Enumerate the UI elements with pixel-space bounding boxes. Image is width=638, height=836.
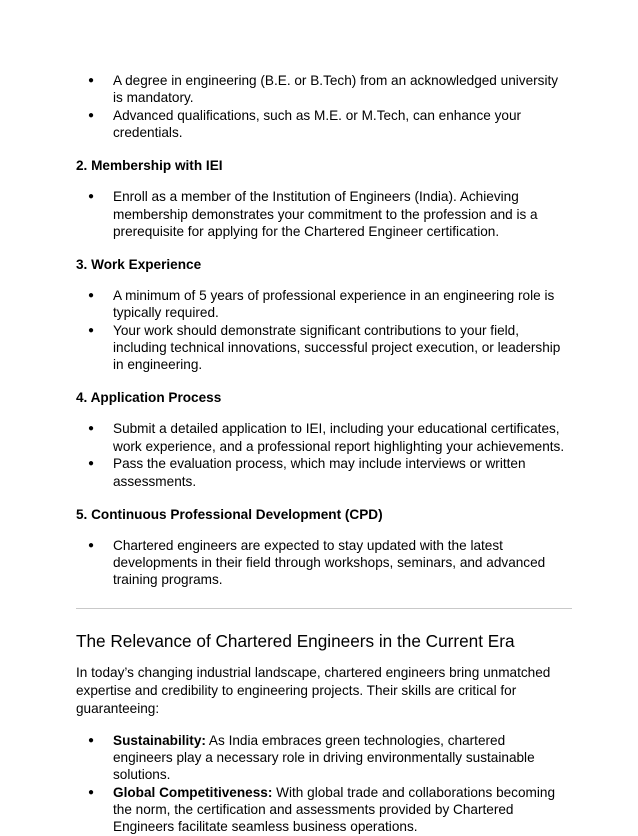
bullet: ● bbox=[88, 289, 95, 301]
bullet: ● bbox=[88, 734, 95, 746]
list-item: ● Sustainability: As India embraces green technologies, chartered engineers play a necessary role in driving environmentally sustainable solutions. bbox=[88, 732, 535, 783]
bullet: ● bbox=[88, 75, 95, 86]
relevance-intro: In today’s changing industrial landscape, chartered engineers bring unmatched expertise and credibility to engineering projects. Their skills are critical for guaranteeing: bbox=[76, 665, 551, 716]
bullet: ● bbox=[88, 423, 95, 435]
list-item: ● Submit a detailed application to IEI, including your educational certificates, work experience, and a professional report highlighting your achievements. bbox=[88, 421, 565, 454]
section-heading-application: 4. Application Process bbox=[76, 390, 222, 406]
application-list bbox=[76, 420, 566, 489]
document-content bbox=[76, 72, 566, 836]
list-item: ● Your work should demonstrate significant contributions to your field, including technical innovations, successful project execution, or leadership in engineering. bbox=[88, 322, 561, 373]
bullet: ● bbox=[88, 458, 95, 470]
bullet: ● bbox=[88, 109, 95, 121]
bullet: ● bbox=[88, 539, 95, 551]
item-term: Global Competitiveness: bbox=[113, 784, 273, 800]
relevance-list bbox=[76, 732, 566, 836]
list-item: ● Pass the evaluation process, which may include interviews or written assessments. bbox=[88, 456, 526, 489]
horizontal-divider bbox=[76, 608, 572, 609]
bullet: ● bbox=[88, 191, 95, 203]
work-experience-list bbox=[76, 287, 566, 374]
membership-list bbox=[76, 188, 566, 240]
section-heading-work-experience: 3. Work Experience bbox=[76, 256, 202, 272]
list-item: ● A degree in engineering (B.E. or B.Tech) from an acknowledged university is mandatory. bbox=[88, 73, 559, 106]
list-item: ● A minimum of 5 years of professional experience in an engineering role is typically required. bbox=[88, 287, 555, 321]
section-heading-cpd: 5. Continuous Professional Development (CPD) bbox=[76, 506, 383, 522]
list-item: ● Advanced qualifications, such as M.E. or M.Tech, can enhance your credentials. bbox=[88, 107, 522, 141]
bullet: ● bbox=[88, 786, 95, 798]
cpd-list bbox=[76, 537, 566, 589]
item-term: Sustainability: bbox=[113, 732, 206, 748]
list-item: ● Chartered engineers are expected to stay updated with the latest developments in their field through workshops, seminars, and advanced training programs. bbox=[88, 537, 546, 588]
qualification-list bbox=[76, 72, 566, 141]
list-item: ● Enroll as a member of the Institution of Engineers (India). Achieving membership demonstrates your commitment to the profession and is a prerequisite for applying for the Chartered Engineer certification. bbox=[88, 189, 538, 239]
bullet: ● bbox=[88, 324, 95, 336]
section-title-relevance: The Relevance of Chartered Engineers in the Current Era bbox=[76, 631, 515, 652]
section-heading-membership: 2. Membership with IEI bbox=[76, 158, 223, 174]
list-item: ● Global Competitiveness: With global trade and collaborations becoming the norm, the certification and assessments provided by Chartered Engineers facilitate seamless business operations. bbox=[88, 784, 556, 835]
